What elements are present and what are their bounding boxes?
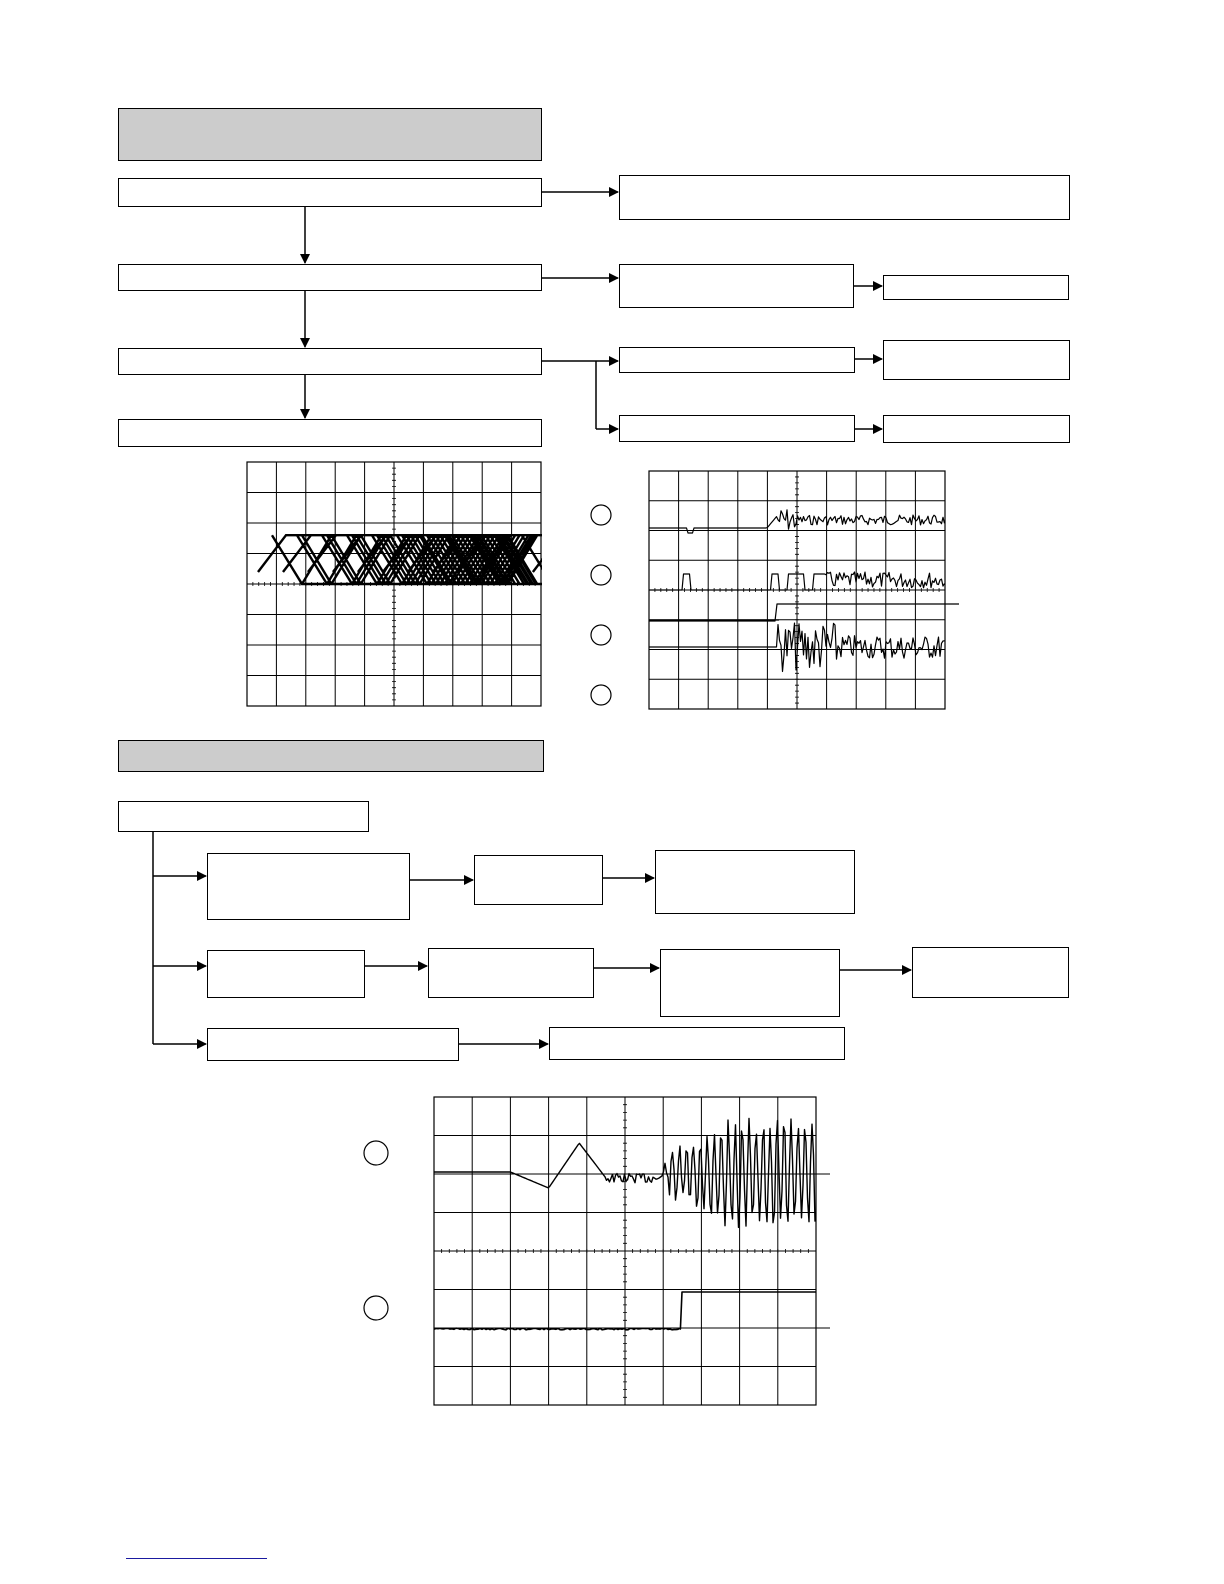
two-channel-waveform — [360, 1096, 832, 1408]
channel-marker-icon — [364, 1296, 388, 1320]
channel-marker-icon — [591, 565, 611, 585]
eye-trace — [258, 535, 542, 584]
four-channel-waveform — [585, 470, 960, 710]
channel-marker-icon — [591, 685, 611, 705]
channel-marker-icon — [364, 1141, 388, 1165]
footer-rule — [126, 1558, 267, 1559]
channel-marker-icon — [591, 505, 611, 525]
eye-pattern-waveform — [246, 461, 542, 707]
ch3-trace — [649, 604, 959, 621]
channel-marker-icon — [591, 625, 611, 645]
